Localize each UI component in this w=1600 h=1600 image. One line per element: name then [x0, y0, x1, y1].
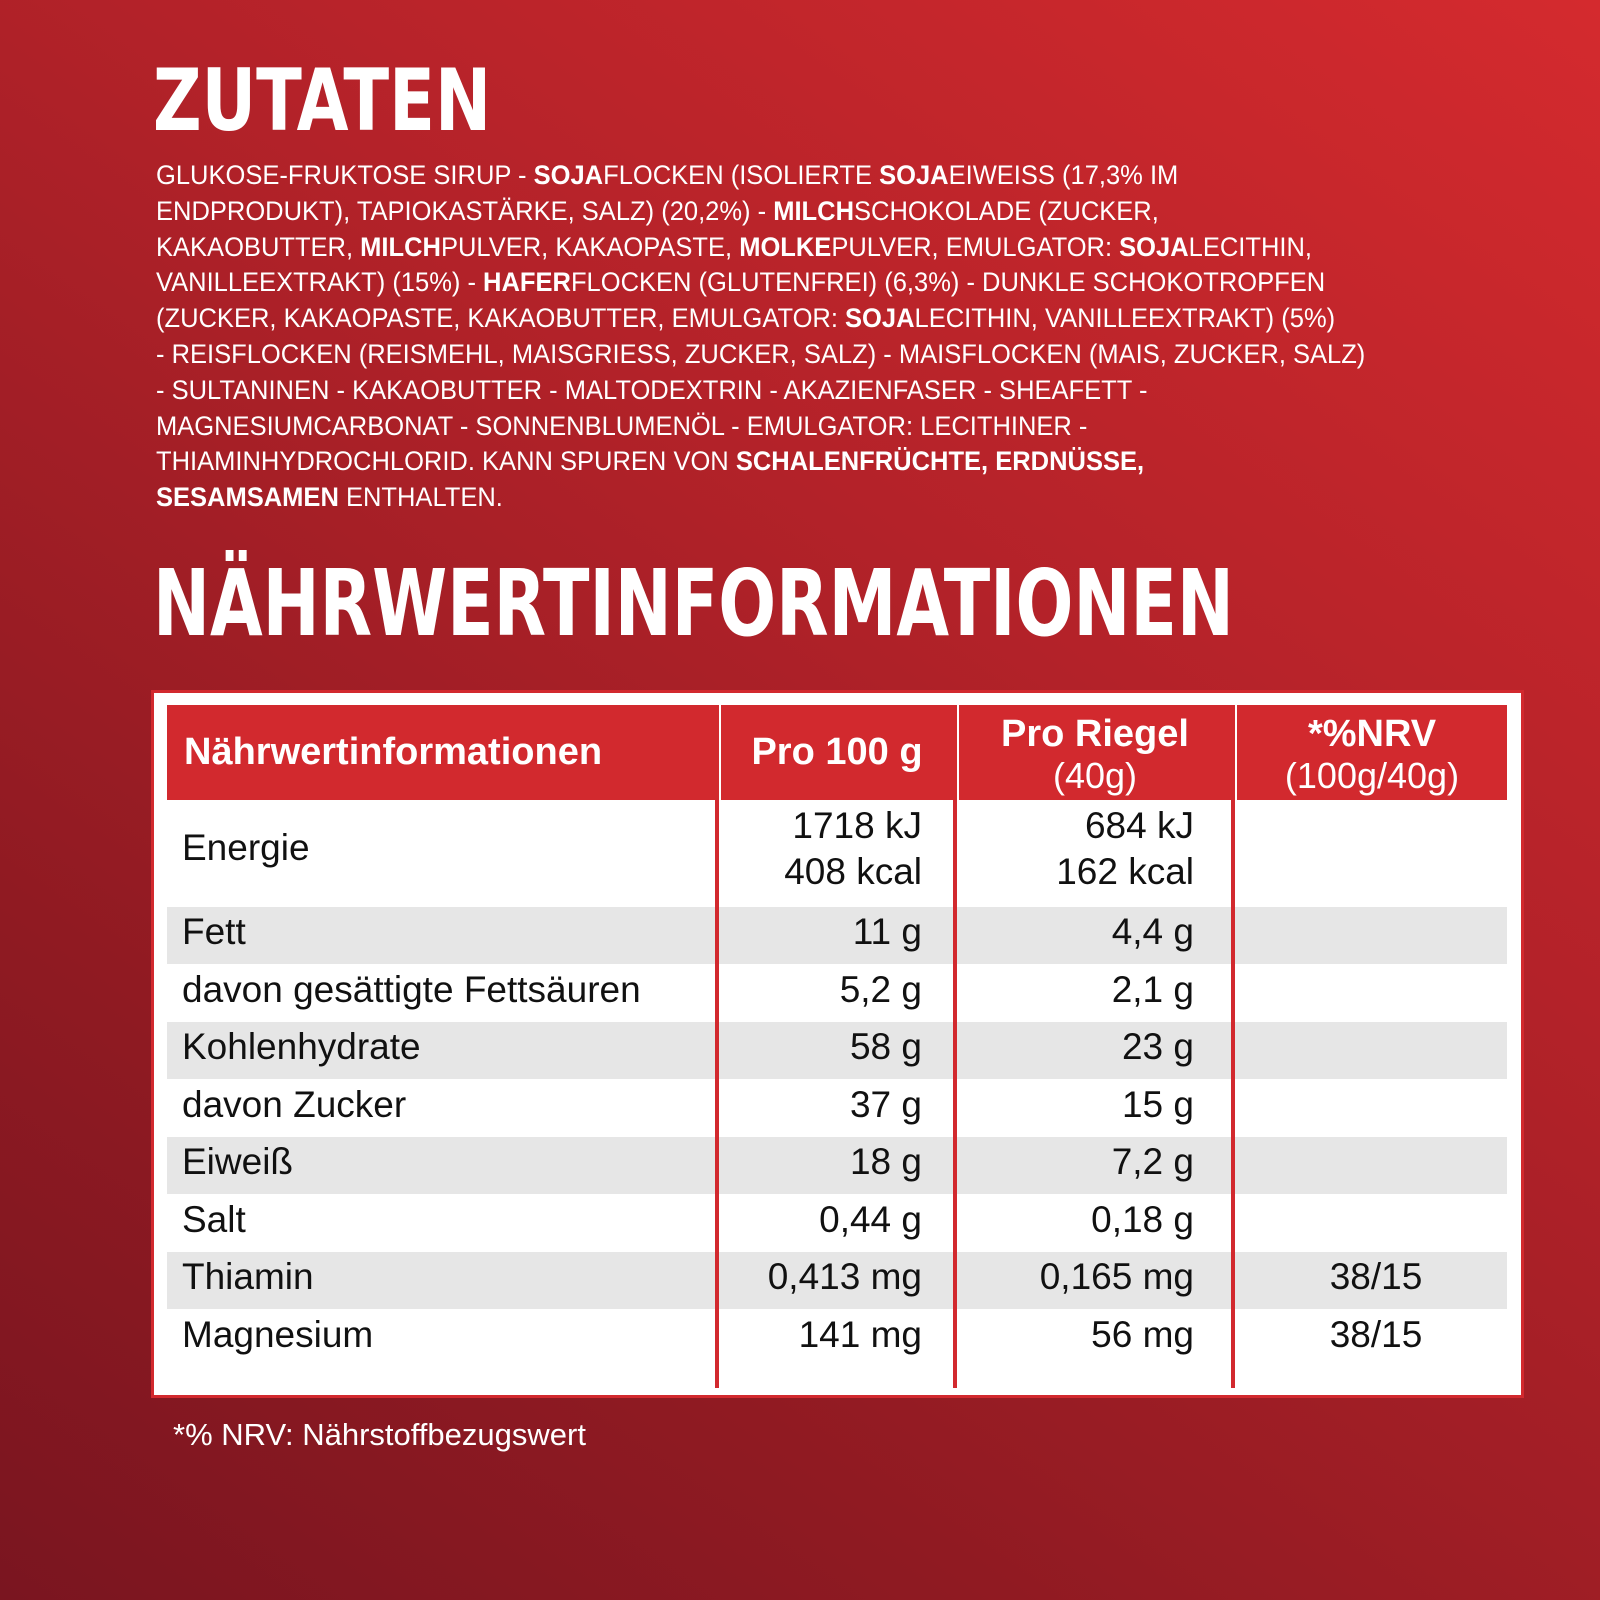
ingredient-text: ENDPRODUKT), TAPIOKASTÄRKE, SALZ) (20,2%) - [156, 195, 774, 226]
header-per-bar-label: Pro Riegel [1001, 713, 1189, 755]
value-per-bar: 23 g [1121, 1026, 1194, 1067]
value-per-bar: 56 mg [1091, 1313, 1194, 1355]
ingredients-line [156, 265, 1517, 301]
value-per-bar: 15 g [1121, 1083, 1194, 1125]
value-per-100g: 58 g [849, 1026, 922, 1067]
ingredients-line [156, 301, 1517, 337]
value-per-bar: 7,2 g [1111, 1141, 1194, 1182]
ingredients-text [156, 158, 1596, 516]
ingredients-line [156, 194, 1517, 230]
ingredients-line [156, 480, 1517, 516]
energy-bar-kj: 684 kJ [1084, 805, 1194, 846]
value-per-100g: 141 mg [798, 1313, 922, 1355]
allergen-highlight: SCHALENFRÜCHTE, ERDNÜSSE, [735, 446, 1145, 477]
value-per-100g: 37 g [849, 1083, 922, 1125]
ingredient-text: GLUKOSE-FRUKTOSE SIRUP - [156, 160, 534, 190]
value-per-100g: 5,2 g [839, 968, 922, 1010]
ingredient-text: - REISFLOCKEN (REISMEHL, MAISGRIESS, ZUCKER, SALZ) - MAISFLOCKEN (MAIS, ZUCKER, SALZ) [156, 338, 1366, 369]
ingredient-text: - SULTANINEN - KAKAOBUTTER - MALTODEXTRIN - AKAZIENFASER - SHEAFETT - [156, 374, 1148, 405]
value-nrv: 38/15 [1329, 1256, 1423, 1297]
ingredient-text: (ZUCKER, KAKAOPASTE, KAKAOBUTTER, EMULGATOR: [156, 303, 846, 334]
ingredient-text: FLOCKEN (ISOLIERTE [603, 160, 880, 190]
ingredients-line [156, 230, 1517, 266]
ingredient-text: LECITHIN, [1188, 231, 1313, 262]
value-per-100g: 0,413 mg [767, 1256, 922, 1297]
allergen-highlight: SOJA [1119, 231, 1189, 262]
header-nrv [1237, 705, 1507, 800]
header-per-bar [959, 705, 1231, 800]
nutrient-label: Magnesium [182, 1313, 374, 1355]
footnote: *% NRV: Nährstoffbezugswert [173, 1417, 586, 1452]
value-per-bar: 2,1 g [1111, 968, 1194, 1010]
energy-per100-kcal: 408 kcal [784, 851, 922, 892]
ingredient-text: THIAMINHYDROCHLORID. KANN SPUREN VON [156, 446, 736, 477]
allergen-highlight: SOJA [879, 160, 949, 190]
allergen-highlight: SOJA [845, 303, 915, 334]
ingredient-text: MAGNESIUMCARBONAT - SONNENBLUMENÖL - EMULGATOR: LECITHINER - [156, 410, 1088, 441]
nutrition-table [151, 690, 1524, 1398]
ingredient-text: FLOCKEN (GLUTENFREI) (6,3%) - DUNKLE SCHOKOTROPFEN [570, 267, 1326, 298]
ingredient-text: EIWEISS (17,3% IM [948, 160, 1179, 190]
nutrient-label: Salt [182, 1198, 246, 1240]
nutrient-label: davon gesättigte Fettsäuren [182, 968, 641, 1010]
header-per-100g-label: Pro 100 g [751, 731, 923, 773]
ingredients-heading: ZUTATEN [153, 51, 492, 151]
ingredient-text: KAKAOBUTTER, [156, 231, 361, 262]
header-per-bar-sub: (40g) [1052, 755, 1138, 796]
allergen-highlight: MILCH [360, 231, 441, 262]
ingredient-text: PULVER, EMULGATOR: [831, 231, 1120, 262]
ingredients-line [156, 158, 1517, 194]
value-per-bar: 4,4 g [1111, 911, 1194, 952]
ingredients-line [156, 337, 1517, 373]
nutrition-heading: NÄHRWERTINFORMATIONEN [153, 550, 1234, 657]
header-nutrient-label: Nährwertinformationen [184, 731, 603, 773]
nutrient-label: Thiamin [182, 1256, 314, 1297]
ingredient-text: VANILLEEXTRAKT) (15%) - [156, 267, 484, 298]
ingredient-text: ENTHALTEN. [338, 482, 503, 513]
row-shading [167, 907, 1507, 964]
energy-per100-kj: 1718 kJ [792, 805, 922, 846]
value-per-100g: 18 g [849, 1141, 922, 1182]
ingredients-line [156, 409, 1517, 445]
nutrient-label: Eiweiß [182, 1141, 294, 1182]
header-nrv-label: *%NRV [1307, 713, 1437, 755]
allergen-highlight: HAFER [483, 267, 571, 298]
header-nutrient [167, 705, 715, 800]
nutrient-label: davon Zucker [182, 1083, 407, 1125]
nutrient-label: Kohlenhydrate [182, 1026, 421, 1067]
energy-label: Energie [182, 827, 310, 868]
value-per-bar: 0,165 mg [1039, 1256, 1194, 1297]
row-shading [167, 1137, 1507, 1194]
allergen-highlight: MILCH [773, 195, 855, 226]
ingredient-text: LECITHIN, VANILLEEXTRAKT) (5%) [914, 303, 1336, 334]
value-per-100g: 0,44 g [819, 1198, 922, 1240]
column-divider [1231, 705, 1235, 1388]
column-divider [953, 705, 957, 1388]
ingredients-line [156, 373, 1517, 409]
value-per-100g: 11 g [852, 911, 922, 952]
allergen-highlight: MOLKE [739, 231, 832, 262]
column-divider [715, 705, 719, 1388]
nutrient-label: Fett [182, 911, 246, 952]
value-nrv: 38/15 [1329, 1313, 1423, 1355]
ingredients-line [156, 444, 1517, 480]
header-nrv-sub: (100g/40g) [1284, 755, 1460, 796]
value-per-bar: 0,18 g [1091, 1198, 1194, 1240]
header-per-100g [721, 705, 953, 800]
ingredient-text: PULVER, KAKAOPASTE, [440, 231, 740, 262]
allergen-highlight: SESAMSAMEN [156, 482, 339, 513]
ingredient-text: SCHOKOLADE (ZUCKER, [854, 195, 1159, 226]
allergen-highlight: SOJA [533, 160, 604, 190]
energy-bar-kcal: 162 kcal [1056, 851, 1194, 892]
